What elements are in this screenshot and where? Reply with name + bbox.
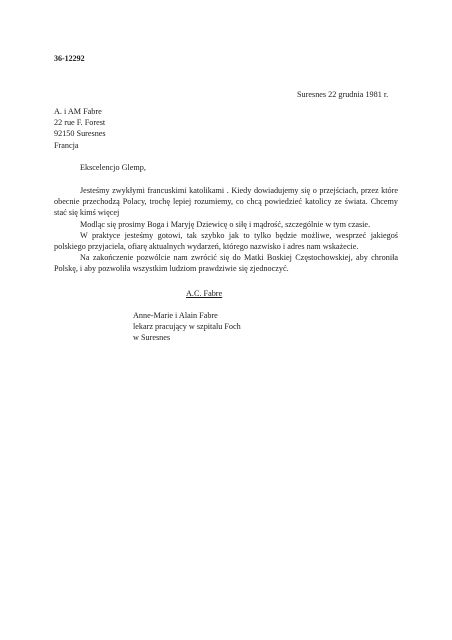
closing-line: lekarz pracujący w szpitalu Foch [133,322,241,332]
closing-line: w Suresnes [133,333,171,343]
reference-number: 36-12292 [54,54,85,63]
sender-line: 22 rue F. Forest [54,118,106,128]
letter-body [54,185,398,275]
body-paragraph: Modląc się prosimy Boga i Maryję Dziewicę o siłę i mądrość, szczególnie w tym czasie. [80,219,371,229]
body-paragraph: Jesteśmy zwykłymi francuskimi katolikami . Kiedy dowiadujemy się o przejściach, przez które obecnie przechodzą Polacy, trochę lepiej rozumiemy, co chcą powiedzieć katolicy ze świata. Chcemy stać się kimś więcej [54,186,398,218]
salutation: Ekscelencjo Glemp, [80,163,146,172]
sender-line: Francja [54,140,79,150]
body-paragraph: Na zakończenie pozwólcie nam zwrócić się do Matki Boskiej Częstochowskiej, aby chroniła Polskę, i aby pozwoliła wszystkim ludziom prawdziwie się zjednoczyć. [54,253,398,274]
closing-line: Anne-Marie i Alain Fabre [133,311,218,320]
sender-line: A. i AM Fabre [54,107,102,116]
signature: A.C. Fabre [186,289,223,298]
sender-address [54,106,106,151]
sender-line: 92150 Suresnes [54,129,106,139]
closing-block [133,310,241,344]
body-paragraph: W praktyce jesteśmy gotowi, tak szybko jak to tylko będzie możliwe, wesprzeć jakiegoś polskiego przyjaciela, ofiarę aktualnych wydarzeń, którego nazwisko i adres nam wskażecie. [54,230,398,252]
place-and-date: Suresnes 22 grudnia 1981 r. [297,90,389,99]
